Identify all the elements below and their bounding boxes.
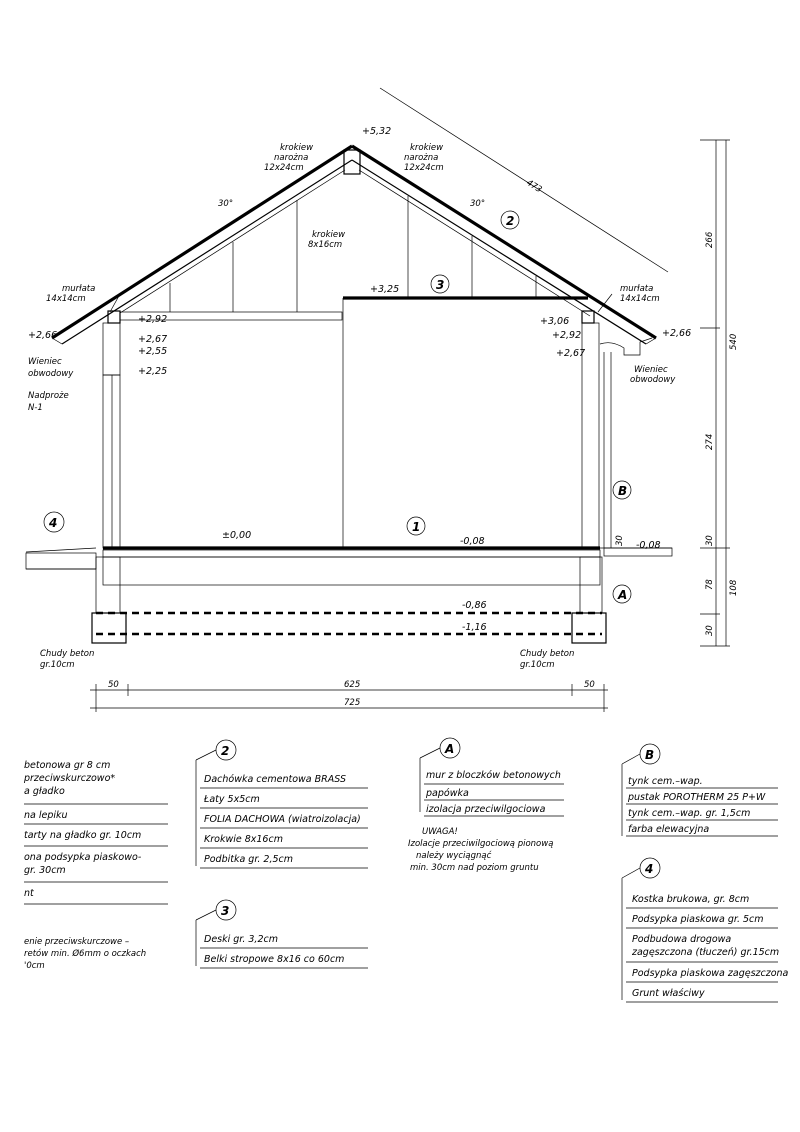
- lintel-label: Nadproże: [28, 391, 69, 401]
- svg-text:Dachówka cementowa BRASS: Dachówka cementowa BRASS: [204, 774, 346, 785]
- dim-78: 78: [705, 579, 715, 590]
- level-right-2: +2,92: [552, 330, 582, 341]
- level-right-1: +3,06: [540, 316, 570, 327]
- svg-text:Izolacje przeciwilgociową pion: Izolacje przeciwilgociową pionową: [408, 839, 554, 849]
- svg-text:2: 2: [221, 744, 230, 758]
- wall-left: [103, 375, 120, 548]
- ridge-beam: [344, 150, 360, 174]
- svg-text:'0cm: '0cm: [24, 961, 45, 971]
- svg-text:Grunt właściwy: Grunt właściwy: [632, 988, 705, 999]
- level-right-4: +2,66: [662, 328, 692, 339]
- dim-725: 725: [344, 698, 361, 708]
- svg-text:narożna: narożna: [274, 153, 309, 163]
- rafter-label: krokiew: [312, 230, 346, 240]
- markers: [40, 211, 631, 670]
- svg-text:12x24cm: 12x24cm: [264, 163, 304, 173]
- svg-text:14x14cm: 14x14cm: [620, 294, 660, 304]
- svg-text:tynk cem.–wap. gr. 1,5cm: tynk cem.–wap. gr. 1,5cm: [628, 808, 751, 819]
- svg-text:gr. 30cm: gr. 30cm: [24, 865, 66, 876]
- svg-text:Krokwie 8x16cm: Krokwie 8x16cm: [204, 834, 283, 845]
- gutter: [600, 338, 652, 355]
- svg-text:nt: nt: [24, 888, 34, 899]
- svg-text:należy wyciągnąć: należy wyciągnąć: [416, 851, 492, 861]
- foundation-bottom-level: -1,16: [462, 622, 487, 633]
- svg-text:narożna: narożna: [404, 153, 439, 163]
- svg-text:2: 2: [506, 214, 515, 228]
- svg-text:papówka: papówka: [426, 788, 469, 799]
- legend-4: [622, 858, 789, 1002]
- foundation-top-level: -0,86: [462, 600, 487, 611]
- svg-text:ona podsypka piaskowo-: ona podsypka piaskowo-: [24, 852, 142, 863]
- legend-A: [408, 738, 564, 873]
- svg-text:3: 3: [221, 904, 230, 918]
- svg-text:zagęszczona (tłuczeń) gr.15cm: zagęszczona (tłuczeń) gr.15cm: [632, 947, 780, 958]
- ceiling-level: +3,25: [370, 284, 400, 295]
- svg-text:na lepiku: na lepiku: [24, 810, 68, 821]
- foundation: [26, 548, 672, 643]
- rafter-left-bottom: [62, 160, 352, 344]
- floor-level: ±0,00: [222, 530, 252, 541]
- level-left-2: +2,92: [138, 314, 168, 325]
- footing-right-label: Chudy beton: [520, 649, 575, 659]
- svg-text:enie przeciwskurczowe –: enie przeciwskurczowe –: [24, 937, 130, 947]
- svg-text:1: 1: [412, 520, 421, 534]
- roof-cover-right: [352, 146, 656, 338]
- svg-text:4: 4: [49, 516, 58, 530]
- roof-cover-left: [52, 146, 352, 338]
- svg-text:Podbudowa drogowa: Podbudowa drogowa: [632, 934, 732, 945]
- dim-30-bottom: 30: [705, 625, 715, 636]
- svg-text:B: B: [618, 484, 628, 498]
- legend-B: [622, 744, 778, 836]
- svg-text:12x24cm: 12x24cm: [404, 163, 444, 173]
- level-right-3: +2,67: [556, 348, 586, 359]
- level-left-3: +2,67: [138, 334, 168, 345]
- svg-text:3: 3: [436, 278, 445, 292]
- svg-text:tarty na gładko gr. 10cm: tarty na gładko gr. 10cm: [24, 830, 142, 841]
- ring-beam-left: [103, 323, 120, 375]
- svg-text:A: A: [445, 742, 455, 756]
- svg-text:B: B: [645, 748, 655, 762]
- footing-left: [92, 613, 126, 643]
- wallplate-right-label: murłata: [620, 284, 654, 294]
- footing-left-label: Chudy beton: [40, 649, 95, 659]
- svg-text:min. 30cm nad poziom gruntu: min. 30cm nad poziom gruntu: [410, 863, 539, 873]
- pitch-left: 30°: [218, 199, 234, 209]
- eave-right: [646, 338, 656, 344]
- svg-text:farba elewacyjna: farba elewacyjna: [628, 824, 710, 835]
- svg-text:mur z bloczków betonowych: mur z bloczków betonowych: [426, 770, 561, 781]
- dim-50-right: 50: [584, 680, 595, 690]
- svg-text:A: A: [618, 588, 628, 602]
- svg-text:FOLIA DACHOWA (wiatroizolacja): FOLIA DACHOWA (wiatroizolacja): [204, 814, 361, 825]
- svg-text:tynk cem.–wap.: tynk cem.–wap.: [628, 776, 703, 787]
- svg-text:N-1: N-1: [28, 403, 43, 413]
- dim-30-ground: 30: [615, 535, 625, 546]
- svg-text:8x16cm: 8x16cm: [308, 240, 343, 250]
- dimensions: [90, 140, 739, 712]
- svg-text:przeciwskurczowo*: przeciwskurczowo*: [24, 773, 116, 784]
- svg-text:4: 4: [645, 862, 654, 876]
- footing-right: [572, 613, 606, 643]
- level-left-1: +2,66: [28, 330, 58, 341]
- svg-text:Podbitka gr. 2,5cm: Podbitka gr. 2,5cm: [204, 854, 293, 865]
- ridge-level: +5,32: [362, 126, 392, 137]
- svg-text:Deski gr. 3,2cm: Deski gr. 3,2cm: [204, 934, 278, 945]
- svg-text:Podsypka piaskowa zagęszczona: Podsypka piaskowa zagęszczona: [632, 968, 789, 979]
- dim-50-left: 50: [108, 680, 119, 690]
- svg-text:14x14cm: 14x14cm: [46, 294, 86, 304]
- rafter-right-bottom: [352, 160, 646, 344]
- legend-2: [196, 740, 368, 868]
- level-left-5: +2,25: [138, 366, 168, 377]
- svg-text:izolacja przeciwilgociowa: izolacja przeciwilgociowa: [426, 804, 546, 815]
- pitch-right: 30°: [470, 199, 486, 209]
- dim-540: 540: [729, 333, 739, 350]
- svg-text:Kostka brukowa, gr. 8cm: Kostka brukowa, gr. 8cm: [632, 894, 750, 905]
- svg-text:retów min. Ø6mm o oczkach: retów min. Ø6mm o oczkach: [24, 949, 147, 959]
- wallplate-left: [108, 311, 120, 323]
- slope-length: 473: [524, 178, 544, 196]
- level-left-4: +2,55: [138, 346, 168, 357]
- dim-266: 266: [705, 231, 715, 248]
- svg-text:obwodowy: obwodowy: [28, 369, 74, 379]
- svg-text:gr.10cm: gr.10cm: [520, 660, 555, 670]
- sand-bedding: [103, 557, 600, 585]
- dim-108: 108: [729, 579, 739, 596]
- legend-3: [196, 900, 368, 968]
- svg-text:krokiew: krokiew: [280, 143, 314, 153]
- svg-text:betonowa gr 8 cm: betonowa gr 8 cm: [24, 760, 111, 771]
- roof-labels: [28, 88, 676, 413]
- terrace-paving: [26, 553, 96, 569]
- svg-text:a gładko: a gładko: [24, 786, 65, 797]
- wallplate-left-label: murłata: [62, 284, 96, 294]
- svg-text:krokiew: krokiew: [410, 143, 444, 153]
- ring-beam-left-label: Wieniec: [28, 357, 62, 367]
- dim-625: 625: [344, 680, 361, 690]
- terrace-level-out: -0,08: [636, 540, 661, 551]
- svg-text:Belki stropowe 8x16 co 60cm: Belki stropowe 8x16 co 60cm: [204, 954, 345, 965]
- dim-30-top: 30: [705, 535, 715, 546]
- svg-text:obwodowy: obwodowy: [630, 375, 676, 385]
- svg-text:Łaty 5x5cm: Łaty 5x5cm: [204, 794, 260, 805]
- svg-text:pustak POROTHERM 25 P+W: pustak POROTHERM 25 P+W: [628, 792, 766, 803]
- dim-274: 274: [705, 433, 715, 450]
- slope-dim-line: [380, 88, 668, 272]
- ring-beam-right-label: Wieniec: [634, 365, 668, 375]
- terrace-level-in: -0,08: [460, 536, 485, 547]
- svg-text:Podsypka piaskowa gr. 5cm: Podsypka piaskowa gr. 5cm: [632, 914, 764, 925]
- wallplate-right: [582, 311, 594, 323]
- legend-1: [23, 760, 168, 971]
- svg-text:gr.10cm: gr.10cm: [40, 660, 75, 670]
- svg-text:UWAGA!: UWAGA!: [422, 827, 458, 837]
